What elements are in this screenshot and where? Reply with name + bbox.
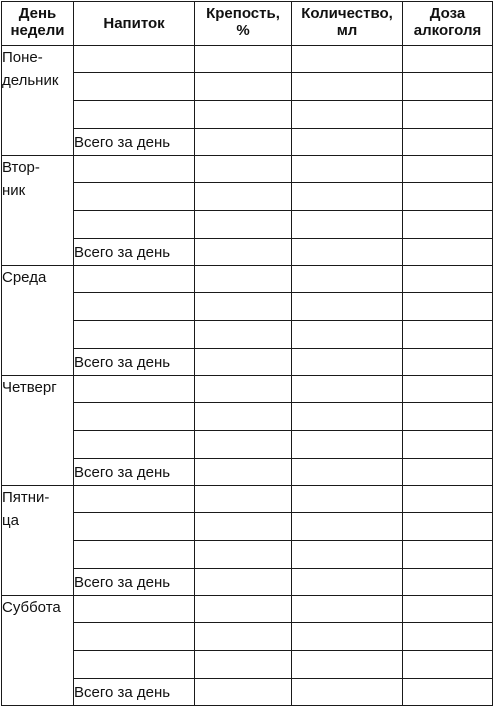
total-dose-cell[interactable]	[403, 459, 493, 486]
entry-row	[2, 403, 493, 431]
dose-cell[interactable]	[403, 376, 493, 403]
dose-cell[interactable]	[403, 431, 493, 459]
total-dose-cell[interactable]	[403, 349, 493, 376]
entry-row	[2, 513, 493, 541]
entry-row	[2, 486, 493, 513]
strength-cell[interactable]	[195, 46, 292, 73]
total-dose-cell[interactable]	[403, 679, 493, 706]
header-row	[2, 2, 493, 46]
alcohol-log-table	[1, 1, 493, 706]
entry-row	[2, 266, 493, 293]
drink-cell[interactable]	[74, 486, 195, 513]
dose-cell[interactable]	[403, 486, 493, 513]
entry-row	[2, 321, 493, 349]
amount-cell[interactable]	[292, 403, 403, 431]
day-total-row	[2, 459, 493, 486]
total-strength-cell[interactable]	[195, 239, 292, 266]
strength-cell[interactable]	[195, 156, 292, 183]
amount-cell[interactable]	[292, 376, 403, 403]
total-strength-cell[interactable]	[195, 129, 292, 156]
entry-row	[2, 623, 493, 651]
entry-row	[2, 101, 493, 129]
day-total-row	[2, 349, 493, 376]
dose-cell[interactable]	[403, 73, 493, 101]
dose-cell[interactable]	[403, 211, 493, 239]
amount-cell[interactable]	[292, 266, 403, 293]
drink-cell[interactable]	[74, 46, 195, 73]
entry-row	[2, 183, 493, 211]
log-body	[2, 46, 493, 706]
strength-cell[interactable]	[195, 596, 292, 623]
day-label: Четверг	[2, 376, 74, 486]
day-label: Пятни- ца	[2, 486, 74, 596]
amount-cell[interactable]	[292, 46, 403, 73]
day-label: Суббота	[2, 596, 74, 706]
drink-cell[interactable]	[74, 541, 195, 569]
entry-row	[2, 293, 493, 321]
amount-cell[interactable]	[292, 513, 403, 541]
dose-cell[interactable]	[403, 403, 493, 431]
total-strength-cell[interactable]	[195, 569, 292, 596]
amount-cell[interactable]	[292, 651, 403, 679]
drink-cell[interactable]	[74, 293, 195, 321]
strength-cell[interactable]	[195, 73, 292, 101]
amount-cell[interactable]	[292, 156, 403, 183]
day-total-label: Всего за день	[74, 349, 195, 376]
strength-cell[interactable]	[195, 101, 292, 129]
amount-cell[interactable]	[292, 211, 403, 239]
drink-cell[interactable]	[74, 321, 195, 349]
total-amount-cell[interactable]	[292, 349, 403, 376]
dose-cell[interactable]	[403, 101, 493, 129]
drink-cell[interactable]	[74, 596, 195, 623]
strength-cell[interactable]	[195, 651, 292, 679]
strength-cell[interactable]	[195, 321, 292, 349]
drink-cell[interactable]	[74, 183, 195, 211]
total-dose-cell[interactable]	[403, 239, 493, 266]
dose-cell[interactable]	[403, 266, 493, 293]
col-header-day: День недели	[2, 2, 74, 46]
entry-row	[2, 431, 493, 459]
day-total-label: Всего за день	[74, 679, 195, 706]
drink-cell[interactable]	[74, 73, 195, 101]
strength-cell[interactable]	[195, 211, 292, 239]
day-total-label: Всего за день	[74, 459, 195, 486]
strength-cell[interactable]	[195, 266, 292, 293]
strength-cell[interactable]	[195, 293, 292, 321]
total-dose-cell[interactable]	[403, 569, 493, 596]
entry-row	[2, 156, 493, 183]
entry-row	[2, 73, 493, 101]
day-label: Среда	[2, 266, 74, 376]
drink-cell[interactable]	[74, 266, 195, 293]
total-amount-cell[interactable]	[292, 569, 403, 596]
entry-row	[2, 46, 493, 73]
day-total-label: Всего за день	[74, 129, 195, 156]
col-header-amount: Количество, мл	[292, 2, 403, 46]
col-header-strength: Крепость, %	[195, 2, 292, 46]
drink-cell[interactable]	[74, 376, 195, 403]
col-header-dose: Доза алкоголя	[403, 2, 493, 46]
total-amount-cell[interactable]	[292, 679, 403, 706]
amount-cell[interactable]	[292, 101, 403, 129]
drink-cell[interactable]	[74, 431, 195, 459]
dose-cell[interactable]	[403, 623, 493, 651]
amount-cell[interactable]	[292, 183, 403, 211]
dose-cell[interactable]	[403, 651, 493, 679]
day-total-row	[2, 679, 493, 706]
total-amount-cell[interactable]	[292, 129, 403, 156]
total-amount-cell[interactable]	[292, 239, 403, 266]
dose-cell[interactable]	[403, 596, 493, 623]
entry-row	[2, 541, 493, 569]
day-total-row	[2, 569, 493, 596]
day-total-row	[2, 239, 493, 266]
day-total-label: Всего за день	[74, 239, 195, 266]
amount-cell[interactable]	[292, 623, 403, 651]
dose-cell[interactable]	[403, 513, 493, 541]
strength-cell[interactable]	[195, 183, 292, 211]
strength-cell[interactable]	[195, 541, 292, 569]
drink-cell[interactable]	[74, 513, 195, 541]
total-strength-cell[interactable]	[195, 679, 292, 706]
dose-cell[interactable]	[403, 293, 493, 321]
day-total-row	[2, 129, 493, 156]
day-label: Втор- ник	[2, 156, 74, 266]
entry-row	[2, 211, 493, 239]
entry-row	[2, 596, 493, 623]
day-total-label: Всего за день	[74, 569, 195, 596]
drink-cell[interactable]	[74, 403, 195, 431]
amount-cell[interactable]	[292, 321, 403, 349]
strength-cell[interactable]	[195, 403, 292, 431]
strength-cell[interactable]	[195, 623, 292, 651]
entry-row	[2, 376, 493, 403]
total-dose-cell[interactable]	[403, 129, 493, 156]
strength-cell[interactable]	[195, 376, 292, 403]
total-strength-cell[interactable]	[195, 459, 292, 486]
amount-cell[interactable]	[292, 293, 403, 321]
strength-cell[interactable]	[195, 513, 292, 541]
dose-cell[interactable]	[403, 46, 493, 73]
amount-cell[interactable]	[292, 73, 403, 101]
drink-cell[interactable]	[74, 156, 195, 183]
dose-cell[interactable]	[403, 321, 493, 349]
col-header-drink: Напиток	[74, 2, 195, 46]
total-strength-cell[interactable]	[195, 349, 292, 376]
drink-cell[interactable]	[74, 623, 195, 651]
day-label: Поне- дельник	[2, 46, 74, 156]
dose-cell[interactable]	[403, 541, 493, 569]
strength-cell[interactable]	[195, 431, 292, 459]
drink-cell[interactable]	[74, 101, 195, 129]
drink-cell[interactable]	[74, 211, 195, 239]
total-amount-cell[interactable]	[292, 459, 403, 486]
amount-cell[interactable]	[292, 431, 403, 459]
dose-cell[interactable]	[403, 183, 493, 211]
amount-cell[interactable]	[292, 596, 403, 623]
amount-cell[interactable]	[292, 541, 403, 569]
dose-cell[interactable]	[403, 156, 493, 183]
entry-row	[2, 651, 493, 679]
drink-cell[interactable]	[74, 651, 195, 679]
strength-cell[interactable]	[195, 486, 292, 513]
amount-cell[interactable]	[292, 486, 403, 513]
